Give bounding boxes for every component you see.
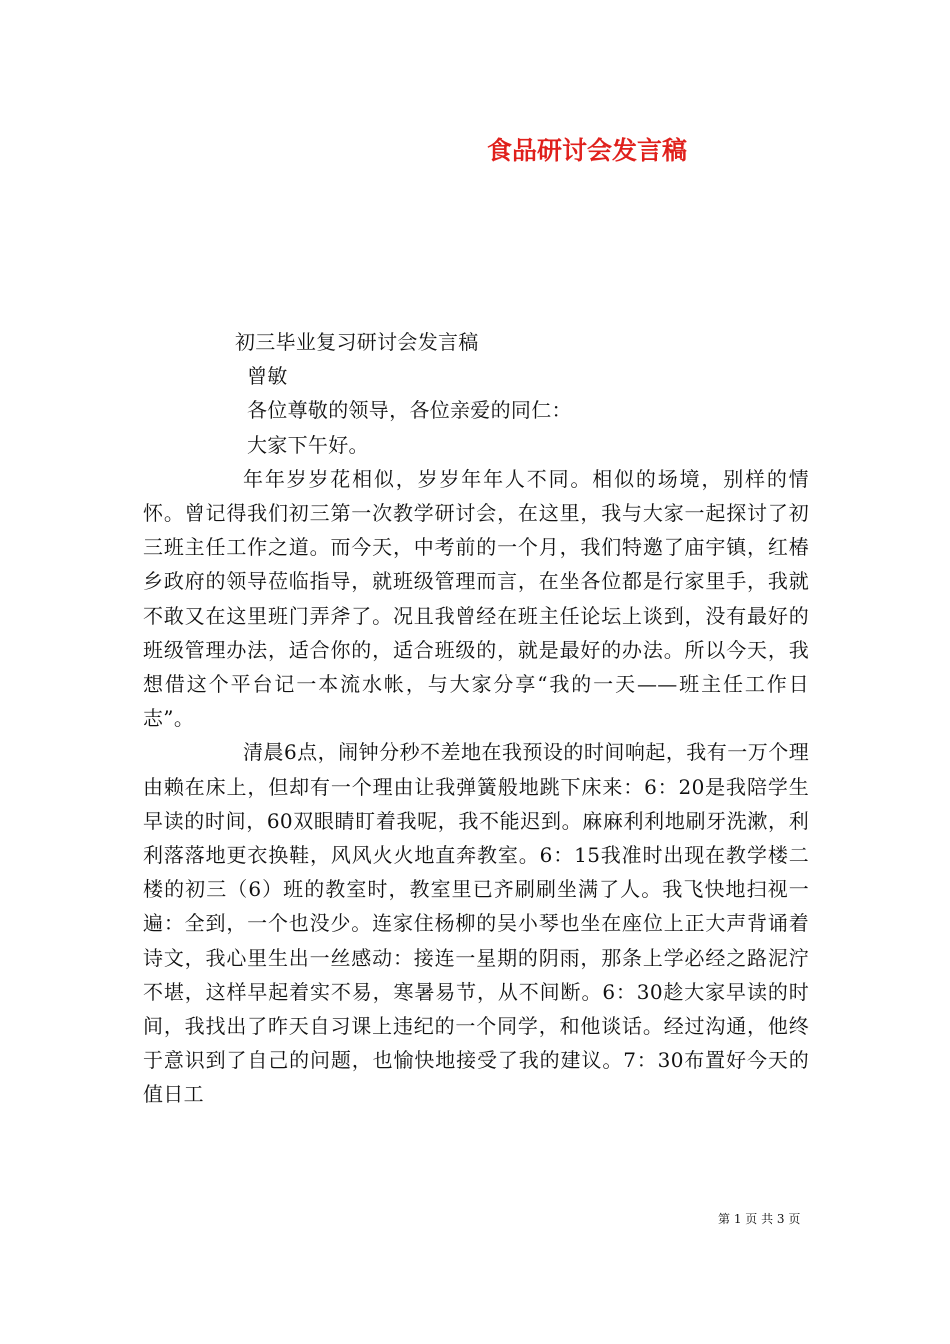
page-number-footer: 第 1 页 共 3 页 (718, 1212, 801, 1226)
greeting-line: 大家下午好。 (247, 432, 369, 457)
salutation-line: 各位尊敬的领导，各位亲爱的同仁： (247, 398, 572, 423)
author-name: 曾敏 (247, 364, 288, 389)
body-paragraph: 清晨6点，闹钟分秒不差地在我预设的时间响起，我有一万个理由赖在床上，但却有一个理由让我弹簧般地跳下床来：6：20是我陪学生早读的时间，60双眼睛盯着我呢，我不能迟到。麻麻利利地刷牙洗漱，利利落落地更衣换鞋，风风火火地直奔教室。6：15我准时出现在教学楼二楼的初三（6）班的教室时，教室里已齐刷刷坐满了人。我飞快地扫视一遍：全到，一个也没少。连家住杨柳的吴小琴也坐在座位上正大声背诵着诗文，我心里生出一丝感动：接连一星期的阴雨，那条上学必经之路泥泞不堪，这样早起着实不易，寒暑易节，从不间断。6：30趁大家早读的时间，我找出了昨天自习课上违纪的一个同学，和他谈话。经过沟通，他终于意识到了自己的问题，也愉快地接受了我的建议。7：30布置好今天的值日工 (143, 740, 809, 1107)
document-title: 食品研讨会发言稿 (487, 136, 688, 165)
body-paragraph: 年年岁岁花相似，岁岁年年人不同。相似的场境，别样的情怀。曾记得我们初三第一次教学研讨会，在这里，我与大家一起探讨了初三班主任工作之道。而今天，中考前的一个月，我们特邀了庙宇镇，红椿乡政府的领导莅临指导，就班级管理而言，在坐各位都是行家里手，我就不敢又在这里班门弄斧了。况且我曾经在班主任论坛上谈到，没有最好的班级管理办法，适合你的，适合班级的，就是最好的办法。所以今天，我想借这个平台记一本流水帐，与大家分享“我的一天——班主任工作日志”。 (143, 466, 809, 731)
document-body (143, 325, 809, 1112)
speech-title: 初三毕业复习研讨会发言稿 (235, 330, 479, 354)
